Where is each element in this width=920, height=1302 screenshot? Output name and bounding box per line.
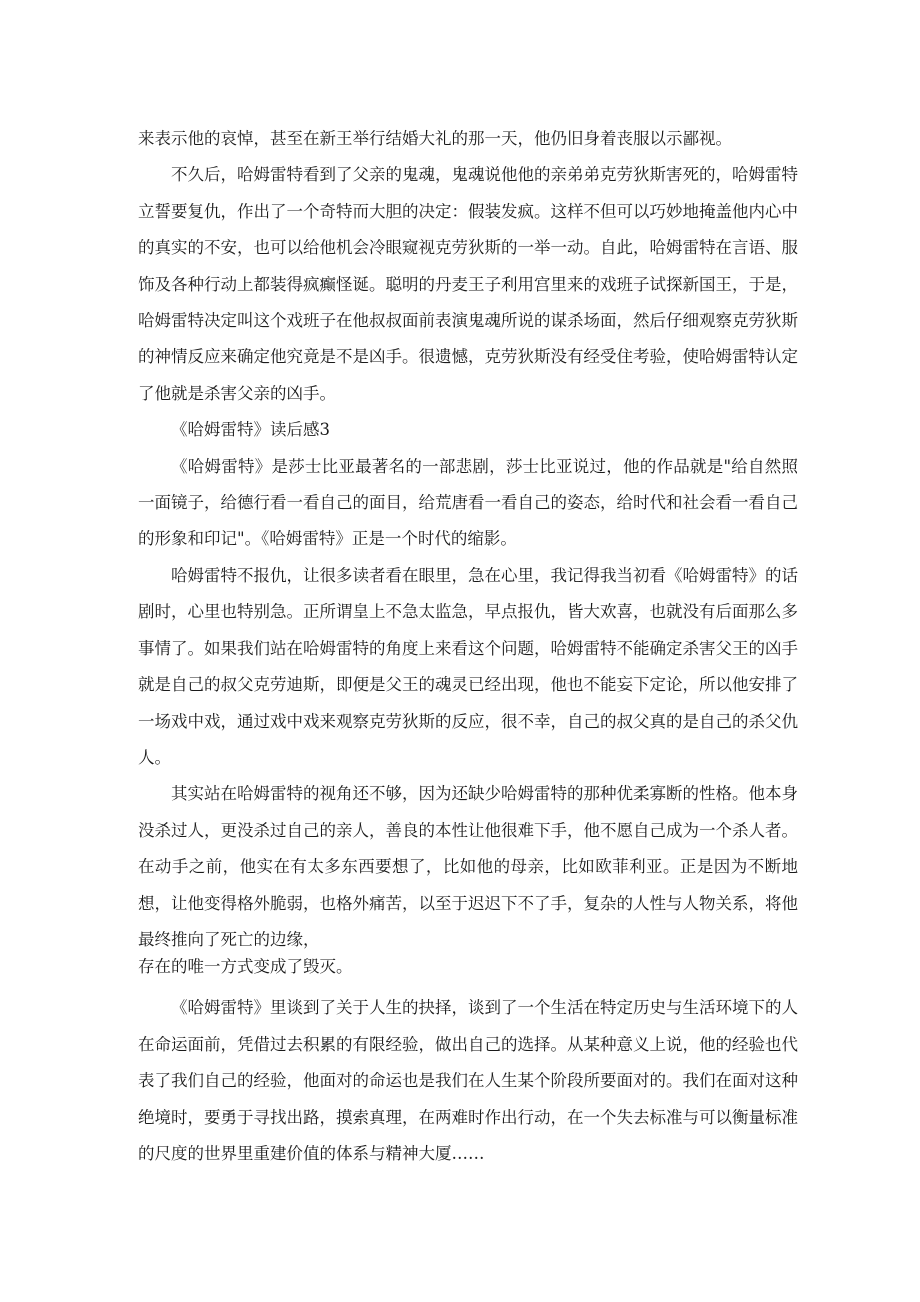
paragraph-ghost-revenge: 不久后，哈姆雷特看到了父亲的鬼魂，鬼魂说他他的亲弟弟克劳狄斯害死的，哈姆雷特立誓要复仇，作出了一个奇特而大胆的决定：假装发疯。这样不但可以巧妙地掩盖他内心中的真实的不安，也可以给他机会冷眼窥视克劳狄斯的一举一动。自此，哈姆雷特在言语、服饰及各种行动上都装得疯癫怪诞。聪明的丹麦王子利用宫里来的戏班子试探新国王，于是，哈姆雷特决定叫这个戏班子在他叔叔面前表演鬼魂所说的谋杀场面，然后仔细观察克劳狄斯的神情反应来确定他究竟是不是凶手。很遗憾，克劳狄斯没有经受住考验，使哈姆雷特认定了他就是杀害父亲的凶手。 — [138, 165, 798, 403]
paragraph-destruction-line: 存在的唯一方式变成了毁灭。 — [138, 957, 353, 977]
paragraph-continuation: 来表示他的哀悼，甚至在新王举行结婚大礼的那一天，他仍旧身着丧服以示鄙视。 — [138, 129, 732, 148]
paragraph-character: 其实站在哈姆雷特的视角还不够，因为还缺少哈姆雷特的那种优柔寡断的性格。他本身没杀过人，更没杀过自己的亲人，善良的本性让他很难下手，他不愿自己成为一个杀人者。在动手之前，他实在有太多东西要想了，比如他的母亲，比如欧菲利亚。正是因为不断地想，让他变得格外脆弱，也格外痛苦，以至于迟迟下不了手，复杂的人性与人物关系，将他最终推向了死亡的边缘， — [138, 784, 798, 949]
document-body — [138, 121, 798, 1172]
paragraph-shakespeare-mirror: 《哈姆雷特》是莎士比亚最著名的一部悲剧，莎士比亚说过，他的作品就是"给自然照一面镜子，给德行看一看自己的面目，给荒唐看一看自己的姿态，给时代和社会看一看自己的形象和印记"。《哈姆雷特》正是一个时代的缩影。 — [138, 456, 798, 549]
paragraph-life-choice: 《哈姆雷特》里谈到了关于人生的抉择，谈到了一个生活在特定历史与生活环境下的人在命运面前，凭借过去积累的有限经验，做出自己的选择。从某种意义上说，他的经验也代表了我们自己的经验，他面对的命运也是我们在人生某个阶段所要面对的。我们在面对这种绝境时，要勇于寻找出路，摸索真理，在两难时作出行动，在一个失去标准与可以衡量标准的尺度的世界里重建价值的体系与精神大厦…… — [138, 998, 798, 1163]
section-heading: 《哈姆雷特》读后感3 — [171, 420, 330, 440]
paragraph-revenge-delay: 哈姆雷特不报仇，让很多读者看在眼里，急在心里，我记得我当初看《哈姆雷特》的话剧时，心里也特别急。正所谓皇上不急太监急，早点报仇，皆大欢喜，也就没有后面那么多事情了。如果我们站在哈姆雷特的角度上来看这个问题，哈姆雷特不能确定杀害父王的凶手就是自己的叔父克劳迪斯，即便是父王的魂灵已经出现，他也不能妄下定论，所以他安排了一场戏中戏，通过戏中戏来观察克劳狄斯的反应，很不幸，自己的叔父真的是自己的杀父仇人。 — [138, 565, 798, 767]
